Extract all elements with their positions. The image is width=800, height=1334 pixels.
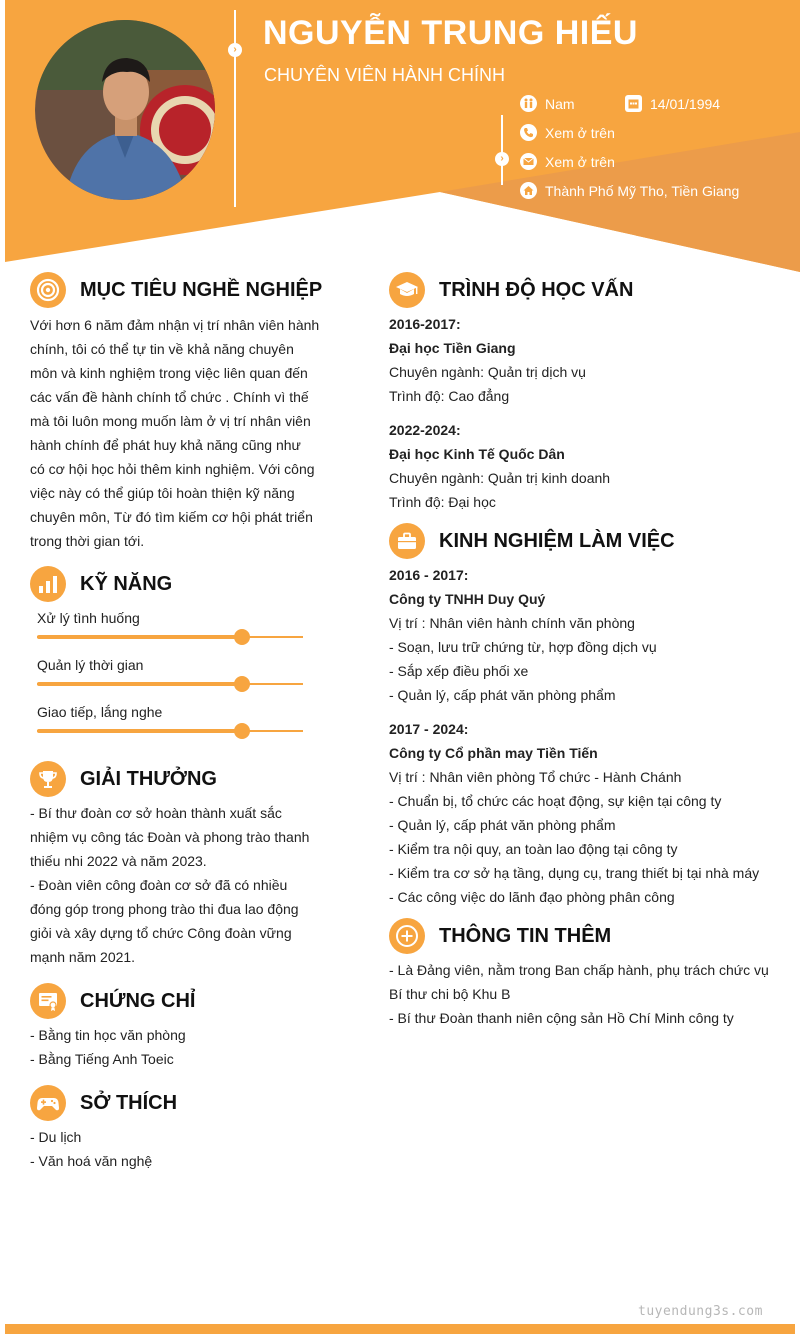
bar-chart-icon [30,566,66,602]
awards-line: - Đoàn viên công đoàn cơ sở đã có nhiều [30,877,288,893]
awards-line: giỏi và xây dựng tổ chức Công đoàn vững [30,925,292,941]
footer-bar [5,1324,795,1334]
certificates-list [30,1023,313,1071]
experience-period: 2017 - 2024: [389,721,469,737]
experience-line: Vị trí : Nhân viên phòng Tổ chức - Hành Chánh [389,769,682,785]
additional-heading [389,918,611,954]
education-title: TRÌNH ĐỘ HỌC VẤN [439,278,634,301]
email-icon [520,153,537,170]
experience-period: 2016 - 2017: [389,567,469,583]
education-level: Trình độ: Cao đẳng [389,388,510,404]
objective-title: MỤC TIÊU NGHỀ NGHIỆP [80,278,323,301]
education-entry [389,418,789,514]
objective-line: môn và kinh nghiệm trong việc liên quan đến [30,365,308,381]
address-value: Thành Phố Mỹ Tho, Tiền Giang [545,182,740,199]
job-title: CHUYÊN VIÊN HÀNH CHÍNH [264,65,506,85]
target-icon [30,272,66,308]
skill-name: Giao tiếp, lắng nghe [37,704,163,720]
hobbies-title: SỞ THÍCH [80,1091,178,1114]
skill-knob [234,629,250,645]
skills-title: KỸ NĂNG [80,572,173,595]
awards-line: đóng góp trong phong trào thi đua lao động [30,901,299,917]
experience-entry [389,717,794,909]
full-name: NGUYỄN TRUNG HIẾU [263,14,638,52]
email-value: Xem ở trên [545,153,615,170]
skill-fill [37,729,242,733]
awards-line: - Bí thư đoàn cơ sở hoàn thành xuất sắc [30,805,282,821]
additional-line: - Bí thư Đoàn thanh niên cộng sản Hồ Chí Minh công ty [389,1010,734,1026]
objective-line: chính, tôi có thể tự tin về khả năng chuyên [30,341,294,357]
gender-info [520,95,575,112]
awards-line: thiếu nhi 2022 và năm 2023. [30,853,207,869]
objective-line: việc này có thể giúp tôi hoàn thiện kỹ năng [30,485,295,501]
additional-line: Bí thư chi bộ Khu B [389,986,511,1002]
gender-icon [520,95,537,112]
experience-company: Công ty Cổ phần may Tiền Tiến [389,745,598,761]
contact-divider-line [501,115,503,185]
skill-item [37,657,303,685]
education-heading [389,272,633,308]
awards-title: GIẢI THƯỞNG [80,767,217,790]
experience-line: - Kiểm tra cơ sở hạ tầng, dụng cụ, trang thiết bị tại nhà máy [389,865,760,881]
trophy-icon [30,761,66,797]
awards-text [30,801,313,969]
experience-entry [389,563,794,707]
awards-line: mạnh năm 2021. [30,949,136,965]
hobby-item: - Du lịch [30,1129,82,1145]
home-icon [520,182,537,199]
skill-track [37,683,303,685]
experience-company: Công ty TNHH Duy Quý [389,591,546,607]
watermark: tuyendung3s.com [638,1304,763,1319]
birthday-value: 14/01/1994 [650,95,721,112]
skill-track [37,730,303,732]
education-period: 2016-2017: [389,316,461,332]
graduation-cap-icon [389,272,425,308]
awards-line: nhiệm vụ công tác Đoàn và phong trào thanh [30,829,310,845]
objective-text [30,313,320,553]
email-info [520,153,615,170]
education-school: Đại học Kinh Tế Quốc Dân [389,446,565,462]
experience-line: - Quản lý, cấp phát văn phòng phẩm [389,817,616,833]
objective-heading [30,272,322,308]
additional-text [389,958,794,1030]
skill-item [37,704,303,732]
experience-line: - Chuẩn bị, tổ chức các hoạt động, sự kiện tại công ty [389,793,722,809]
additional-line: - Là Đảng viên, nằm trong Ban chấp hành, phụ trách chức vụ [389,962,769,978]
objective-line: các vấn đề hành chính tổ chức . Chính vì thế [30,389,309,405]
experience-line: - Kiểm tra nội quy, an toàn lao động tại công ty [389,841,678,857]
experience-line: - Sắp xếp điều phối xe [389,663,529,679]
skill-item [37,610,303,638]
skill-track [37,636,303,638]
objective-line: hành chính để phát huy khả năng cũng như [30,437,301,453]
divider-marker-icon: › [228,43,242,57]
skill-name: Quản lý thời gian [37,657,144,673]
contact-marker-icon: › [495,152,509,166]
birthday-info [625,95,720,112]
gamepad-icon [30,1085,66,1121]
objective-line: trong thời gian tới. [30,533,145,549]
objective-line: có cơ hội học hỏi thêm kinh nghiệm. Với công [30,461,315,477]
certificate-item: - Bằng tin học văn phòng [30,1027,186,1043]
skill-knob [234,723,250,739]
plus-circle-icon [389,918,425,954]
hobby-item: - Văn hoá văn nghệ [30,1153,153,1169]
skills-heading [30,566,172,602]
education-entry [389,312,789,408]
cv-header [0,0,800,275]
address-info [520,182,739,199]
skill-fill [37,682,242,686]
briefcase-icon [389,523,425,559]
experience-line: - Soạn, lưu trữ chứng từ, hợp đồng dịch vụ [389,639,657,655]
certificate-item: - Bằng Tiếng Anh Toeic [30,1051,174,1067]
skill-knob [234,676,250,692]
skill-name: Xử lý tình huống [37,610,140,626]
phone-info [520,124,615,141]
hobbies-list [30,1125,313,1173]
education-major: Chuyên ngành: Quản trị dịch vụ [389,364,586,380]
profile-photo [35,20,215,200]
certificates-title: CHỨNG CHỈ [80,989,196,1012]
experience-heading [389,523,675,559]
certificates-heading [30,983,195,1019]
gender-value: Nam [545,95,575,112]
experience-line: - Quản lý, cấp phát văn phòng phẩm [389,687,616,703]
objective-line: chuyên môn, Từ đó tìm kiếm cơ hội phát triển [30,509,313,525]
objective-line: Với hơn 6 năm đảm nhận vị trí nhân viên hành [30,317,320,333]
calendar-icon [625,95,642,112]
awards-heading [30,761,217,797]
hobbies-heading [30,1085,177,1121]
skill-fill [37,635,242,639]
phone-value: Xem ở trên [545,124,615,141]
experience-title: KINH NGHIỆM LÀM VIỆC [439,529,675,552]
objective-line: mà tôi luôn mong muốn làm ở vị trí nhân viên [30,413,311,429]
header-divider-line [234,10,236,207]
education-level: Trình độ: Đại học [389,494,496,510]
education-major: Chuyên ngành: Quản trị kinh doanh [389,470,611,486]
phone-icon [520,124,537,141]
certificate-icon [30,983,66,1019]
education-school: Đại học Tiền Giang [389,340,516,356]
additional-title: THÔNG TIN THÊM [439,924,612,947]
experience-line: - Các công việc do lãnh đạo phòng phân công [389,889,675,905]
avatar [35,20,215,200]
experience-line: Vị trí : Nhân viên hành chính văn phòng [389,615,635,631]
education-period: 2022-2024: [389,422,461,438]
